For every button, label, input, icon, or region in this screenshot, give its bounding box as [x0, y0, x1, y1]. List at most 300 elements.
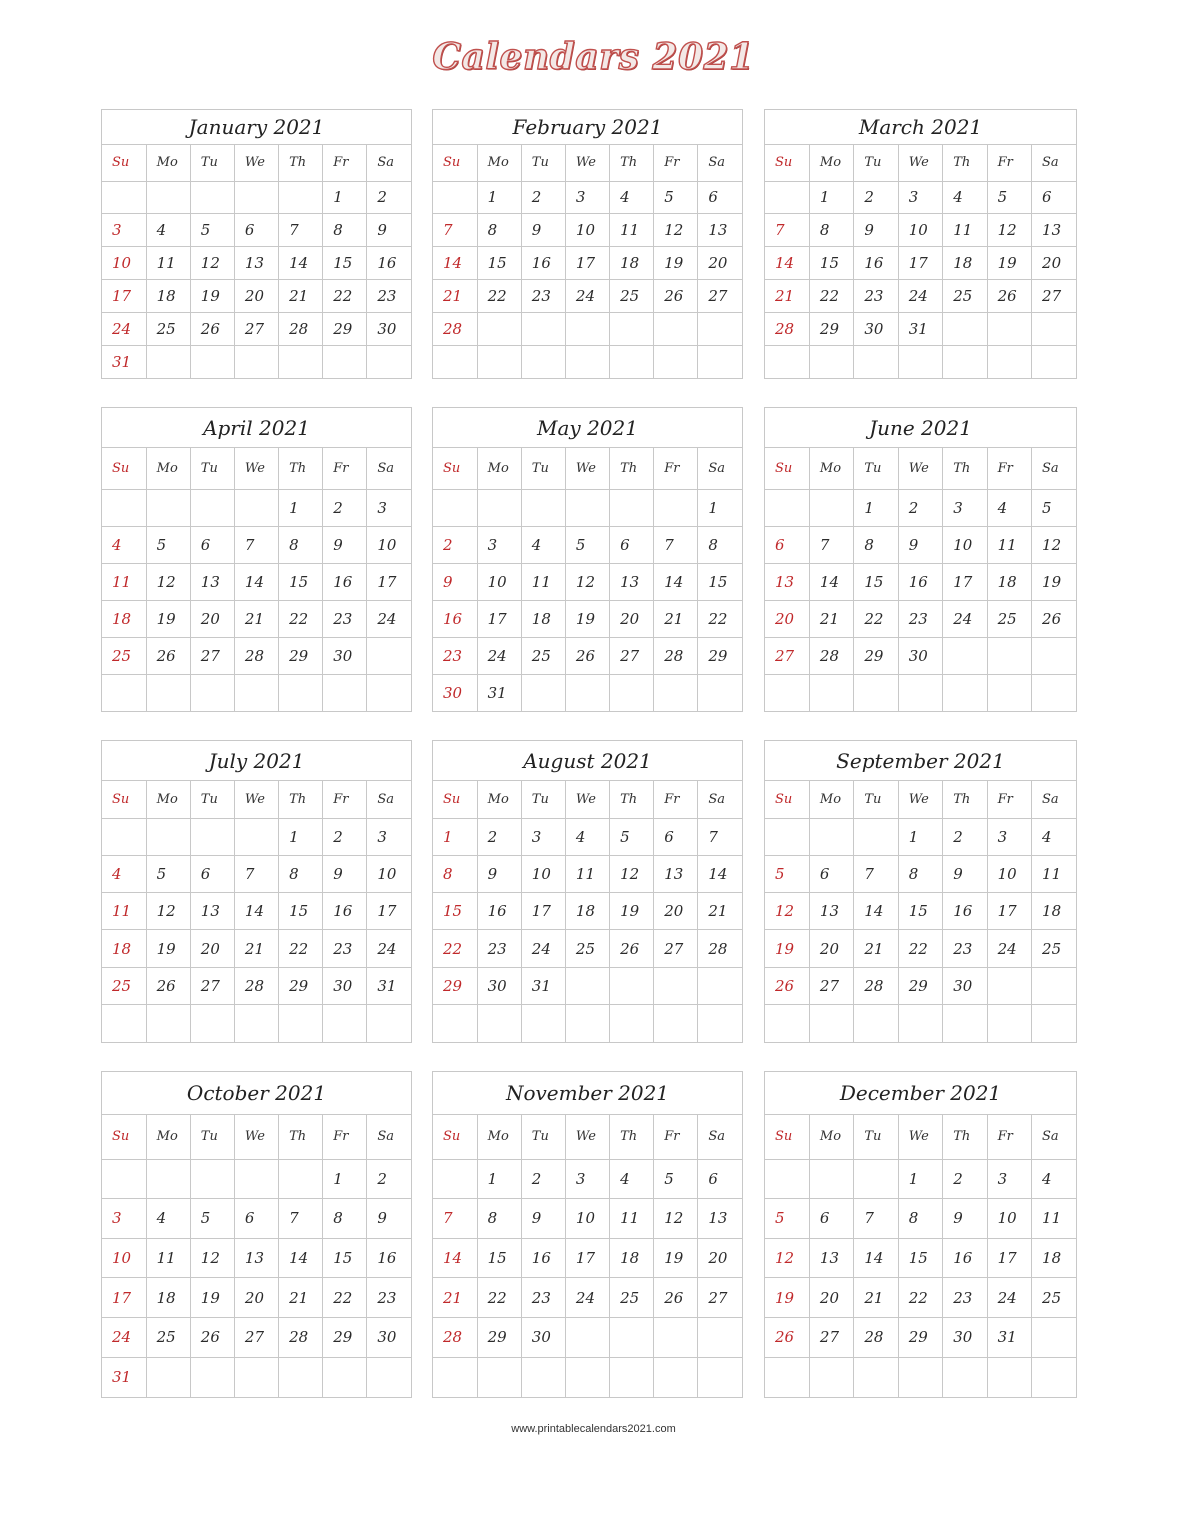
weekday-header: Th: [610, 145, 654, 181]
week-row: [433, 818, 742, 855]
day-cell: [433, 1005, 477, 1042]
day-cell: 4: [146, 214, 190, 247]
day-cell: 13: [698, 214, 742, 247]
day-cell: [367, 674, 411, 711]
day-cell: 20: [610, 600, 654, 637]
day-cell: 30: [521, 1318, 565, 1358]
day-cell: [565, 1357, 609, 1397]
weekday-header: Th: [279, 448, 323, 489]
day-cell: 11: [521, 563, 565, 600]
day-cell: [190, 1159, 234, 1199]
weekday-header: Mo: [477, 1115, 521, 1159]
day-cell: [698, 312, 742, 345]
day-cell: [190, 489, 234, 526]
day-cell: 18: [610, 1238, 654, 1278]
day-cell: 1: [898, 818, 942, 855]
day-cell: [433, 345, 477, 378]
day-cell: 29: [898, 1318, 942, 1358]
month-grid: [765, 448, 1076, 711]
day-cell: [234, 1357, 278, 1397]
day-cell: [987, 637, 1031, 674]
day-cell: [987, 967, 1031, 1004]
day-cell: 26: [565, 637, 609, 674]
day-cell: 27: [698, 279, 742, 312]
day-cell: 6: [190, 855, 234, 892]
day-cell: [433, 1159, 477, 1199]
week-row: [765, 1318, 1076, 1358]
weekday-header: Fr: [323, 145, 367, 181]
day-cell: 30: [367, 1318, 411, 1358]
day-cell: 28: [809, 637, 853, 674]
weekday-header: Th: [610, 781, 654, 818]
weekday-header: Sa: [698, 1115, 742, 1159]
weekday-header: Tu: [190, 781, 234, 818]
week-row: [102, 1238, 411, 1278]
day-cell: 19: [610, 893, 654, 930]
day-cell: [610, 489, 654, 526]
day-cell: [1032, 1005, 1076, 1042]
month-grid: [102, 145, 411, 378]
day-cell: 27: [190, 967, 234, 1004]
day-cell: 21: [765, 279, 809, 312]
day-cell: 14: [809, 563, 853, 600]
day-cell: 9: [521, 1199, 565, 1239]
day-cell: 18: [102, 930, 146, 967]
weekday-header: Su: [433, 145, 477, 181]
day-cell: [102, 181, 146, 214]
week-row: [765, 637, 1076, 674]
month-grid: [433, 1115, 742, 1397]
day-cell: 23: [323, 600, 367, 637]
day-cell: [477, 312, 521, 345]
day-cell: 18: [521, 600, 565, 637]
day-cell: 13: [809, 1238, 853, 1278]
weekday-header: Sa: [1032, 145, 1076, 181]
day-cell: 9: [323, 526, 367, 563]
day-cell: [146, 818, 190, 855]
weekday-header: Mo: [477, 145, 521, 181]
weekday-header: Tu: [854, 145, 898, 181]
day-cell: 24: [367, 600, 411, 637]
day-cell: 18: [943, 247, 987, 280]
week-row: [433, 345, 742, 378]
day-cell: 4: [610, 1159, 654, 1199]
day-cell: 27: [234, 1318, 278, 1358]
day-cell: 20: [698, 1238, 742, 1278]
day-cell: 13: [234, 1238, 278, 1278]
weekday-header: Sa: [367, 781, 411, 818]
day-cell: [102, 674, 146, 711]
day-cell: [190, 674, 234, 711]
day-cell: 10: [102, 1238, 146, 1278]
day-cell: [521, 1357, 565, 1397]
weekday-header: Su: [433, 1115, 477, 1159]
month-grid: [433, 781, 742, 1042]
day-cell: [367, 1005, 411, 1042]
week-row: [765, 345, 1076, 378]
month-grid: [765, 145, 1076, 378]
day-cell: 15: [698, 563, 742, 600]
week-row: [433, 247, 742, 280]
week-row: [433, 214, 742, 247]
month-title: April 2021: [102, 408, 411, 448]
day-cell: 2: [433, 526, 477, 563]
day-cell: 16: [367, 1238, 411, 1278]
day-cell: 2: [477, 818, 521, 855]
day-cell: 30: [323, 637, 367, 674]
day-cell: [367, 345, 411, 378]
day-cell: 23: [943, 930, 987, 967]
day-cell: 14: [279, 247, 323, 280]
weekday-header: Tu: [854, 1115, 898, 1159]
day-cell: 12: [654, 214, 698, 247]
weekday-header: Sa: [1032, 781, 1076, 818]
day-cell: 2: [943, 1159, 987, 1199]
day-cell: 25: [987, 600, 1031, 637]
day-cell: 23: [521, 279, 565, 312]
month-title: June 2021: [765, 408, 1076, 448]
weekday-header: Tu: [854, 781, 898, 818]
week-row: [433, 1199, 742, 1239]
day-cell: [190, 1005, 234, 1042]
day-cell: 22: [898, 1278, 942, 1318]
weekday-header: Fr: [654, 781, 698, 818]
day-cell: 26: [146, 637, 190, 674]
week-row: [765, 930, 1076, 967]
day-cell: 29: [809, 312, 853, 345]
day-cell: 26: [987, 279, 1031, 312]
day-cell: 9: [854, 214, 898, 247]
day-cell: [279, 1357, 323, 1397]
day-cell: 17: [943, 563, 987, 600]
day-cell: 20: [190, 600, 234, 637]
day-cell: 12: [146, 893, 190, 930]
day-cell: 6: [190, 526, 234, 563]
weekday-header: Tu: [190, 1115, 234, 1159]
weekday-header: Su: [102, 1115, 146, 1159]
day-cell: [987, 1357, 1031, 1397]
day-cell: 27: [654, 930, 698, 967]
day-cell: 11: [146, 247, 190, 280]
day-cell: 3: [565, 181, 609, 214]
day-cell: 1: [854, 489, 898, 526]
day-cell: 9: [367, 214, 411, 247]
day-cell: 7: [234, 526, 278, 563]
week-row: [102, 1159, 411, 1199]
day-cell: 1: [323, 181, 367, 214]
week-row: [433, 1005, 742, 1042]
week-row: [102, 312, 411, 345]
day-cell: 1: [279, 489, 323, 526]
week-row: [765, 1357, 1076, 1397]
day-cell: 23: [367, 279, 411, 312]
day-cell: 30: [854, 312, 898, 345]
day-cell: 4: [1032, 818, 1076, 855]
day-cell: 21: [279, 1278, 323, 1318]
day-cell: [146, 1159, 190, 1199]
day-cell: 13: [190, 563, 234, 600]
day-cell: [565, 1318, 609, 1358]
day-cell: 31: [898, 312, 942, 345]
week-row: [102, 489, 411, 526]
day-cell: 28: [854, 1318, 898, 1358]
day-cell: 27: [765, 637, 809, 674]
week-row: [433, 563, 742, 600]
weekday-header: Sa: [1032, 448, 1076, 489]
day-cell: 5: [146, 855, 190, 892]
day-cell: 11: [943, 214, 987, 247]
day-cell: 8: [477, 214, 521, 247]
day-cell: 28: [433, 1318, 477, 1358]
day-cell: 21: [854, 1278, 898, 1318]
day-cell: 6: [234, 214, 278, 247]
day-cell: [987, 674, 1031, 711]
day-cell: [279, 1159, 323, 1199]
week-row: [102, 1005, 411, 1042]
day-cell: 15: [323, 247, 367, 280]
day-cell: 12: [565, 563, 609, 600]
day-cell: 3: [987, 1159, 1031, 1199]
day-cell: 20: [234, 279, 278, 312]
day-cell: 14: [433, 247, 477, 280]
day-cell: 8: [279, 526, 323, 563]
day-cell: 13: [654, 855, 698, 892]
weekday-header: Tu: [854, 448, 898, 489]
week-row: [765, 489, 1076, 526]
day-cell: 8: [854, 526, 898, 563]
day-cell: 3: [521, 818, 565, 855]
week-row: [765, 1199, 1076, 1239]
day-cell: [323, 345, 367, 378]
day-cell: 3: [898, 181, 942, 214]
week-row: [433, 855, 742, 892]
day-cell: [234, 345, 278, 378]
day-cell: 18: [987, 563, 1031, 600]
weekday-header: We: [565, 145, 609, 181]
week-row: [102, 600, 411, 637]
day-cell: 27: [190, 637, 234, 674]
day-cell: 28: [279, 1318, 323, 1358]
day-cell: [854, 1005, 898, 1042]
day-cell: 6: [698, 1159, 742, 1199]
day-cell: 20: [765, 600, 809, 637]
day-cell: [987, 312, 1031, 345]
day-cell: [610, 1318, 654, 1358]
day-cell: 29: [279, 637, 323, 674]
day-cell: [654, 345, 698, 378]
day-cell: [521, 312, 565, 345]
week-row: [433, 1318, 742, 1358]
day-cell: 26: [765, 1318, 809, 1358]
day-cell: 10: [521, 855, 565, 892]
day-cell: [433, 1357, 477, 1397]
weekday-header: Th: [610, 448, 654, 489]
week-row: [765, 600, 1076, 637]
day-cell: 31: [367, 967, 411, 1004]
weekday-header: We: [898, 1115, 942, 1159]
month-grid: [102, 448, 411, 711]
day-cell: 23: [367, 1278, 411, 1318]
weekday-header: Sa: [367, 1115, 411, 1159]
day-cell: 2: [943, 818, 987, 855]
week-row: [765, 818, 1076, 855]
day-cell: 25: [565, 930, 609, 967]
day-cell: 24: [898, 279, 942, 312]
weekday-header: Fr: [987, 145, 1031, 181]
weekday-header: Su: [765, 781, 809, 818]
day-cell: 20: [190, 930, 234, 967]
week-row: [102, 526, 411, 563]
day-cell: 1: [323, 1159, 367, 1199]
week-row: [102, 345, 411, 378]
day-cell: 18: [146, 1278, 190, 1318]
day-cell: [565, 674, 609, 711]
day-cell: [898, 345, 942, 378]
day-cell: 27: [610, 637, 654, 674]
day-cell: 21: [433, 279, 477, 312]
day-cell: 3: [565, 1159, 609, 1199]
day-cell: [565, 312, 609, 345]
month-title: December 2021: [765, 1072, 1076, 1115]
day-cell: 7: [854, 855, 898, 892]
day-cell: [565, 1005, 609, 1042]
day-cell: 17: [521, 893, 565, 930]
weekday-header: Su: [765, 145, 809, 181]
day-cell: 9: [898, 526, 942, 563]
day-cell: 14: [234, 893, 278, 930]
month-calendar: [101, 407, 412, 712]
weekday-header: We: [565, 781, 609, 818]
day-cell: 12: [190, 247, 234, 280]
day-cell: 12: [190, 1238, 234, 1278]
day-cell: 29: [698, 637, 742, 674]
week-row: [433, 893, 742, 930]
day-cell: [146, 674, 190, 711]
day-cell: 31: [102, 345, 146, 378]
day-cell: 24: [521, 930, 565, 967]
weekday-header: Mo: [146, 145, 190, 181]
day-cell: 8: [477, 1199, 521, 1239]
day-cell: 4: [610, 181, 654, 214]
day-cell: 23: [943, 1278, 987, 1318]
month-title: September 2021: [765, 741, 1076, 781]
day-cell: 20: [809, 930, 853, 967]
weekday-header: Fr: [987, 1115, 1031, 1159]
day-cell: 4: [565, 818, 609, 855]
day-cell: 30: [433, 674, 477, 711]
weekday-header: Fr: [987, 781, 1031, 818]
day-cell: [234, 181, 278, 214]
day-cell: 23: [323, 930, 367, 967]
day-cell: 14: [698, 855, 742, 892]
day-cell: [190, 1357, 234, 1397]
day-cell: [610, 1005, 654, 1042]
day-cell: 19: [654, 247, 698, 280]
day-cell: [146, 489, 190, 526]
day-cell: [987, 345, 1031, 378]
day-cell: 19: [765, 1278, 809, 1318]
day-cell: 7: [279, 1199, 323, 1239]
day-cell: 11: [565, 855, 609, 892]
day-cell: 16: [477, 893, 521, 930]
week-row: [433, 181, 742, 214]
day-cell: [654, 1005, 698, 1042]
weekday-header: Su: [433, 781, 477, 818]
weekday-header: Su: [102, 781, 146, 818]
day-cell: [1032, 674, 1076, 711]
day-cell: 11: [102, 563, 146, 600]
day-cell: [234, 1005, 278, 1042]
weekday-header: Su: [765, 448, 809, 489]
day-cell: [146, 1357, 190, 1397]
day-cell: 4: [1032, 1159, 1076, 1199]
day-cell: [323, 1005, 367, 1042]
week-row: [433, 526, 742, 563]
day-cell: 7: [654, 526, 698, 563]
day-cell: 30: [477, 967, 521, 1004]
weekday-header: Mo: [477, 448, 521, 489]
day-cell: 28: [234, 967, 278, 1004]
day-cell: [654, 674, 698, 711]
day-cell: [146, 1005, 190, 1042]
day-cell: 24: [367, 930, 411, 967]
day-cell: 19: [987, 247, 1031, 280]
day-cell: 30: [367, 312, 411, 345]
day-cell: 16: [433, 600, 477, 637]
day-cell: [521, 489, 565, 526]
day-cell: [1032, 637, 1076, 674]
day-cell: 29: [898, 967, 942, 1004]
day-cell: 20: [234, 1278, 278, 1318]
day-cell: 14: [234, 563, 278, 600]
day-cell: 23: [898, 600, 942, 637]
week-row: [433, 489, 742, 526]
month-grid: [433, 145, 742, 378]
day-cell: [477, 345, 521, 378]
day-cell: 31: [521, 967, 565, 1004]
day-cell: [323, 1357, 367, 1397]
month-calendar: [101, 109, 412, 379]
day-cell: 25: [146, 1318, 190, 1358]
day-cell: [433, 489, 477, 526]
weekday-header: Sa: [1032, 1115, 1076, 1159]
day-cell: 11: [1032, 1199, 1076, 1239]
day-cell: 5: [190, 214, 234, 247]
week-row: [102, 930, 411, 967]
day-cell: 10: [477, 563, 521, 600]
weekday-header: Fr: [654, 448, 698, 489]
weekday-header: Mo: [809, 448, 853, 489]
day-cell: [809, 674, 853, 711]
day-cell: 29: [433, 967, 477, 1004]
day-cell: 17: [565, 247, 609, 280]
day-cell: [765, 818, 809, 855]
day-cell: 10: [565, 214, 609, 247]
weekday-header: Tu: [190, 448, 234, 489]
day-cell: 8: [809, 214, 853, 247]
day-cell: 10: [987, 855, 1031, 892]
day-cell: 23: [521, 1278, 565, 1318]
day-cell: [234, 674, 278, 711]
day-cell: [854, 818, 898, 855]
day-cell: 26: [190, 1318, 234, 1358]
week-row: [765, 312, 1076, 345]
day-cell: 25: [610, 279, 654, 312]
day-cell: [943, 1357, 987, 1397]
weekday-header: Fr: [654, 1115, 698, 1159]
day-cell: [654, 312, 698, 345]
weekday-header: Su: [433, 448, 477, 489]
